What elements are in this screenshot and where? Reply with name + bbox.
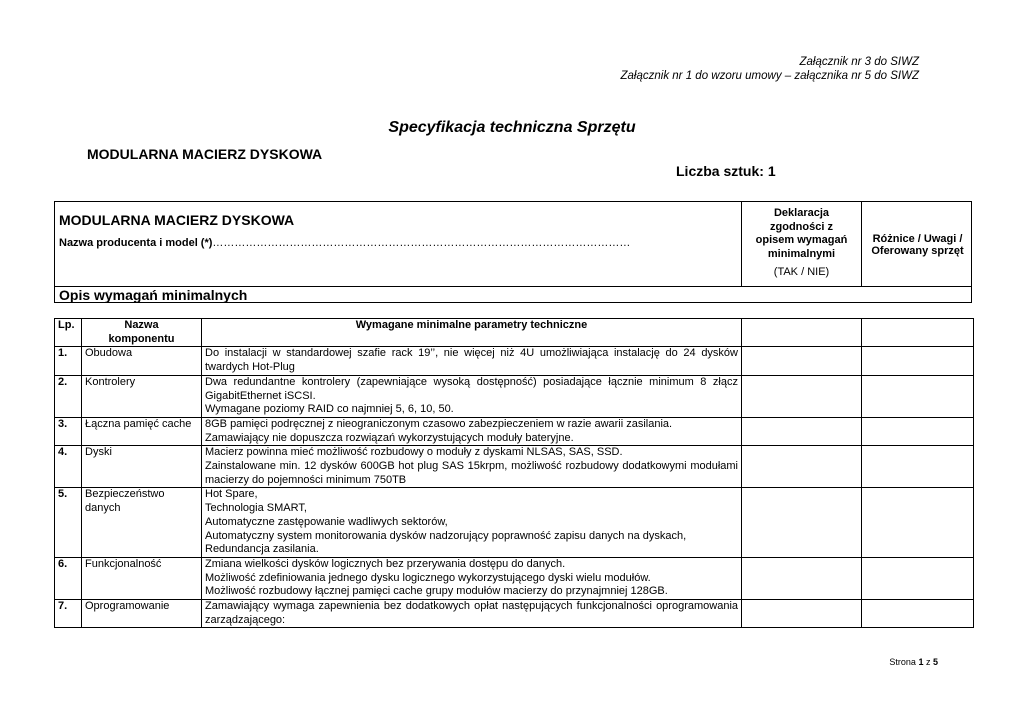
row-lp: 7.: [55, 600, 82, 628]
param-line: Dwa redundantne kontrolery (zapewniające wysoką dostępność) posiadające łącznie minimum 8 złącz GigabitEthernet iSCSI.: [205, 375, 738, 402]
header-component-line: komponentu: [108, 332, 175, 345]
annex-line-1: Załącznik nr 3 do SIWZ: [799, 56, 919, 68]
document-subtitle: MODULARNA MACIERZ DYSKOWA: [87, 146, 323, 162]
param-line: Redundancja zasilania.: [205, 543, 319, 556]
declaration-line: Deklaracja: [773, 207, 830, 219]
remarks-cell[interactable]: [862, 557, 974, 599]
remarks-cell[interactable]: [862, 417, 974, 445]
remarks-cell[interactable]: [862, 319, 974, 347]
param-line: Technologia SMART,: [205, 502, 307, 515]
declaration-cell[interactable]: [742, 417, 862, 445]
header-name-cell: [55, 202, 742, 286]
row-lp: 5.: [55, 488, 82, 558]
row-lp: 2.: [55, 375, 82, 417]
producer-model-field[interactable]: [59, 237, 630, 249]
row-component: Kontrolery: [82, 375, 202, 417]
producer-dots: ……………………………………………………………………………………………………: [212, 237, 631, 249]
row-params: [202, 446, 742, 488]
row-lp: 1.: [55, 347, 82, 375]
param-line: Automatyczny system monitorowania dysków nadzorujący poprawność zapisu danych na dyskach,: [205, 529, 687, 542]
param-line: Wymagane poziomy RAID co najmniej 5, 6, 10, 50.: [205, 403, 454, 416]
table-row: [55, 347, 974, 375]
row-params: [202, 488, 742, 558]
declaration-cell[interactable]: [742, 557, 862, 599]
param-line: Zainstalowane min. 12 dysków 600GB hot plug SAS 15krpm, możliwość rozbudowy dodatkowymi modułami macierzy do pojemności minimum 750TB: [205, 460, 738, 486]
remarks-cell[interactable]: [862, 347, 974, 375]
header-lp: Lp.: [55, 319, 82, 347]
row-component: Łączna pamięć cache: [82, 417, 202, 445]
table-row: [55, 417, 974, 445]
header-device-name: MODULARNA MACIERZ DYSKOWA: [59, 212, 295, 228]
table-row: [55, 488, 974, 558]
row-lp: 6.: [55, 557, 82, 599]
remarks-cell[interactable]: [862, 375, 974, 417]
param-line: Do instalacji w standardowej szafie rack 19’’, nie więcej niż 4U umożliwiająca instalację do 24 dysków twardych Hot-Plug: [205, 347, 738, 374]
declaration-cell[interactable]: [742, 488, 862, 558]
param-line: Zamawiający nie dopuszcza rozwiązań wykorzystujących moduły bateryjne.: [205, 431, 574, 444]
param-line: Automatyczne zastępowanie wadliwych sektorów,: [205, 515, 448, 528]
table-header-row: [55, 319, 974, 347]
declaration-cell[interactable]: [742, 375, 862, 417]
row-component: Bezpieczeństwo danych: [82, 488, 202, 558]
row-component: Obudowa: [82, 347, 202, 375]
quantity-label: Liczba sztuk:: [676, 163, 764, 179]
row-component: Oprogramowanie: [82, 600, 202, 628]
differences-line: Różnice / Uwagi /: [872, 233, 963, 245]
param-line: Możliwość rozbudowy łącznej pamięci cache grupy modułów macierzy do przynajmniej 128GB.: [205, 585, 668, 598]
declaration-cell[interactable]: [742, 600, 862, 628]
producer-label: Nazwa producenta i model (*): [59, 237, 213, 249]
header-box: [54, 201, 972, 303]
row-component: Dyski: [82, 446, 202, 488]
param-line: Hot Spare,: [205, 488, 258, 501]
table-row: [55, 375, 974, 417]
table-row: [55, 446, 974, 488]
param-line: Macierz powinna mieć możliwość rozbudowy o moduły z dyskami NLSAS, SAS, SSD.: [205, 446, 623, 459]
row-lp: 3.: [55, 417, 82, 445]
header-component-line: Nazwa: [124, 319, 159, 331]
specification-table: [54, 318, 974, 628]
annex-line-2: Załącznik nr 1 do wzoru umowy – załącznika nr 5 do SIWZ: [620, 70, 919, 82]
declaration-line: opisem wymagań: [755, 234, 848, 246]
row-params: [202, 600, 742, 628]
declaration-cell[interactable]: [742, 446, 862, 488]
declaration-cell[interactable]: [742, 347, 862, 375]
declaration-line: minimalnymi: [767, 247, 836, 260]
row-component: Funkcjonalność: [82, 557, 202, 599]
footer-total: 5: [932, 657, 938, 667]
requirements-title: Opis wymagań minimalnych: [55, 286, 971, 303]
row-params: [202, 347, 742, 375]
footer-page: 1: [918, 657, 924, 667]
param-line: Zamawiający wymaga zapewnienia bez dodatkowych opłat następujących funkcjonalności oprogramowania zarządzającego:: [205, 600, 738, 626]
declaration-header: [742, 202, 862, 286]
param-line: Możliwość zdefiniowania jednego dysku logicznego wykorzystującego dyski wielu modułów.: [205, 571, 651, 584]
declaration-line: zgodności z: [770, 220, 833, 233]
footer-label: Strona: [889, 657, 916, 667]
table-row: [55, 600, 974, 628]
remarks-cell[interactable]: [862, 488, 974, 558]
declaration-options: (TAK / NIE): [773, 266, 830, 278]
table-row: [55, 557, 974, 599]
differences-header: [862, 202, 973, 286]
quantity: [676, 163, 776, 179]
quantity-value: 1: [767, 163, 776, 179]
remarks-cell[interactable]: [862, 600, 974, 628]
param-line: Zmiana wielkości dysków logicznych bez przerywania dostępu do danych.: [205, 557, 566, 570]
declaration-cell[interactable]: [742, 319, 862, 347]
page-footer: [889, 657, 938, 667]
differences-line: Oferowany sprzęt: [871, 245, 964, 257]
param-line: 8GB pamięci podręcznej z nieograniczonym czasowo zabezpieczeniem w razie awarii zasilania.: [205, 417, 673, 430]
row-params: [202, 557, 742, 599]
row-lp: 4.: [55, 446, 82, 488]
remarks-cell[interactable]: [862, 446, 974, 488]
row-params: [202, 417, 742, 445]
header-params: Wymagane minimalne parametry techniczne: [202, 319, 742, 347]
document-title: Specyfikacja techniczna Sprzętu: [388, 119, 636, 136]
row-params: [202, 375, 742, 417]
footer-of: z: [925, 657, 931, 667]
header-component: [82, 319, 202, 347]
